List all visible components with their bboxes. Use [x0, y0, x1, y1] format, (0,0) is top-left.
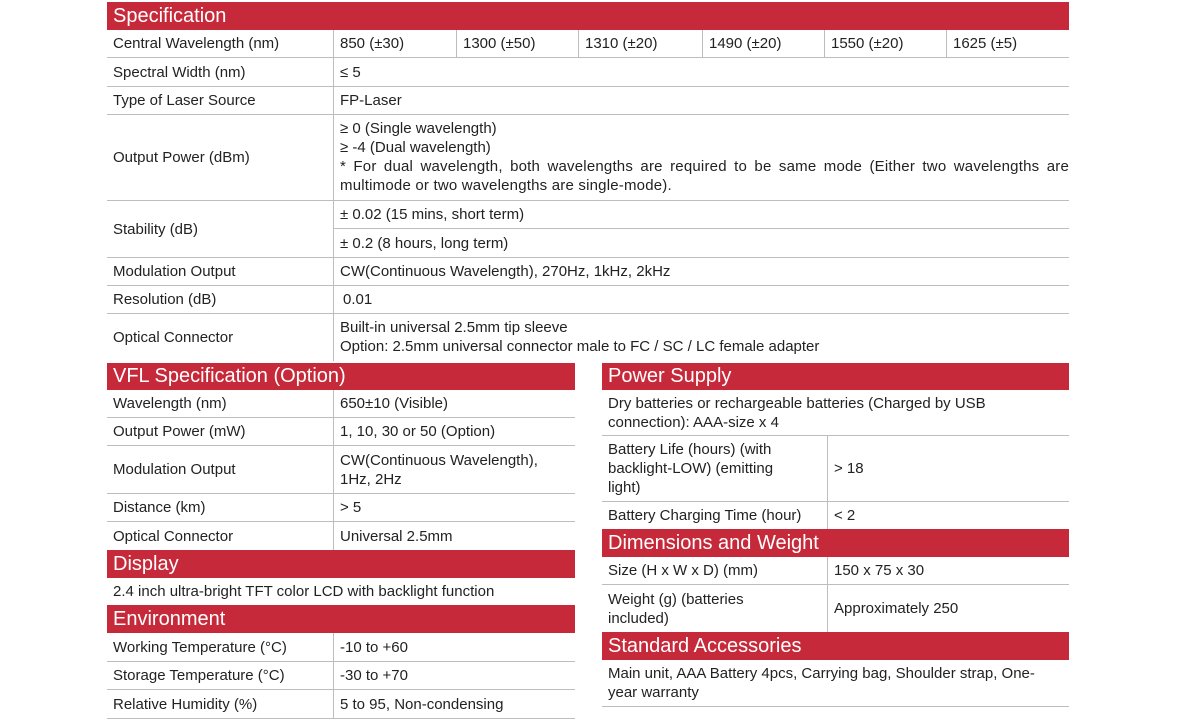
row-label: Optical Connector — [113, 527, 234, 545]
row-value: > 18 — [827, 436, 1069, 501]
row-label: Type of Laser Source — [113, 92, 256, 109]
charging-time-row — [602, 502, 1069, 529]
vfl-header: VFL Specification (Option) — [107, 363, 575, 390]
row-label: Optical Connector — [113, 329, 234, 346]
wavelength-cell: 1550 (±20) — [824, 30, 946, 57]
stability-row — [107, 201, 1069, 258]
display-row — [107, 578, 575, 605]
environment-row — [107, 690, 575, 719]
row-value: -30 to +70 — [333, 662, 575, 689]
environment-row — [107, 662, 575, 690]
row-value: FP-Laser — [333, 87, 1069, 114]
row-label: Resolution (dB) — [113, 291, 217, 308]
weight-row — [602, 585, 1069, 632]
accessories-text: Main unit, AAA Battery 4pcs, Carrying bag, Shoulder strap, One-year warranty — [608, 665, 1035, 701]
specification-header: Specification — [107, 2, 1069, 30]
row-label: Distance (km) — [113, 499, 206, 516]
vfl-row — [107, 390, 575, 418]
row-value: ≤ 5 — [333, 58, 1069, 86]
power-text: Dry batteries or rechargeable batteries (Charged by USB connection): AAA-size x 4 — [608, 394, 986, 431]
wavelength-cell: 1300 (±50) — [456, 30, 578, 57]
row-value: ± 0.02 (15 mins, short term) — [333, 201, 1069, 229]
connector-line: Option: 2.5mm universal connector male to FC / SC / LC female adapter — [340, 338, 820, 355]
optical-connector-row — [107, 314, 1069, 361]
row-label: Wavelength (nm) — [113, 395, 227, 412]
row-value: ± 0.2 (8 hours, long term) — [333, 229, 1069, 257]
vfl-row — [107, 446, 575, 494]
output-note: * For dual wavelength, both wavelengths are required to be same mode (Either two wavelengths are multimode or two wavelengths are single-mode). — [340, 158, 1069, 194]
laser-source-row — [107, 87, 1069, 115]
row-value: > 5 — [333, 494, 575, 521]
vfl-row — [107, 418, 575, 446]
row-label: Spectral Width (nm) — [113, 63, 246, 81]
row-label: Output Power (dBm) — [113, 149, 250, 166]
row-value: 0.01 — [333, 286, 1069, 313]
row-value: Approximately 250 — [827, 585, 1069, 632]
row-value — [333, 314, 1069, 361]
row-label: Weight (g) (batteries included) — [608, 590, 744, 627]
output-power-row — [107, 115, 1069, 201]
environment-header: Environment — [107, 605, 575, 633]
modulation-row — [107, 258, 1069, 286]
row-label: Stability (dB) — [113, 220, 199, 238]
display-header: Display — [107, 550, 575, 578]
row-value: -10 to +60 — [333, 633, 575, 661]
row-value: CW(Continuous Wavelength), 1Hz, 2Hz — [333, 446, 575, 493]
wavelength-cell: 1310 (±20) — [578, 30, 702, 57]
power-supply-header: Power Supply — [602, 363, 1069, 390]
row-value: 1, 10, 30 or 50 (Option) — [333, 418, 575, 445]
battery-life-row — [602, 436, 1069, 502]
row-label: Battery Life (hours) (with backlight-LOW) (emitting light) — [608, 441, 774, 496]
wavelength-cell: 850 (±30) — [333, 30, 456, 57]
size-row — [602, 557, 1069, 585]
row-label: Working Temperature (°C) — [113, 638, 287, 656]
environment-row — [107, 633, 575, 662]
accessories-header: Standard Accessories — [602, 632, 1069, 660]
spectral-width-row — [107, 58, 1069, 87]
output-line: ≥ -4 (Dual wavelength) — [340, 139, 491, 156]
vfl-row — [107, 522, 575, 550]
row-value: < 2 — [827, 502, 1069, 529]
row-value: 650±10 (Visible) — [333, 390, 575, 417]
dimensions-header: Dimensions and Weight — [602, 529, 1069, 557]
row-label: Battery Charging Time (hour) — [608, 507, 802, 524]
row-value: 5 to 95, Non-condensing — [333, 690, 575, 718]
row-label: Modulation Output — [113, 461, 236, 478]
row-label: Modulation Output — [113, 263, 236, 280]
wavelength-cell: 1625 (±5) — [946, 30, 1069, 57]
row-label: Storage Temperature (°C) — [113, 667, 285, 684]
output-line: ≥ 0 (Single wavelength) — [340, 120, 497, 137]
row-label: Relative Humidity (%) — [113, 695, 258, 713]
wavelength-cell: 1490 (±20) — [702, 30, 824, 57]
connector-line: Built-in universal 2.5mm tip sleeve — [340, 319, 568, 336]
display-text: 2.4 inch ultra-bright TFT color LCD with backlight function — [113, 583, 495, 600]
power-row — [602, 390, 1069, 436]
accessories-row — [602, 660, 1069, 707]
row-label: Output Power (mW) — [113, 423, 246, 440]
row-label: Size (H x W x D) (mm) — [608, 562, 758, 579]
row-value: Universal 2.5mm — [333, 522, 575, 550]
row-value: CW(Continuous Wavelength), 270Hz, 1kHz, 2kHz — [333, 258, 1069, 285]
central-wavelength-row — [107, 30, 1069, 58]
row-value — [333, 115, 1069, 200]
row-label: Central Wavelength (nm) — [113, 35, 280, 52]
resolution-row — [107, 286, 1069, 314]
vfl-row — [107, 494, 575, 522]
row-value: 150 x 75 x 30 — [827, 557, 1069, 584]
